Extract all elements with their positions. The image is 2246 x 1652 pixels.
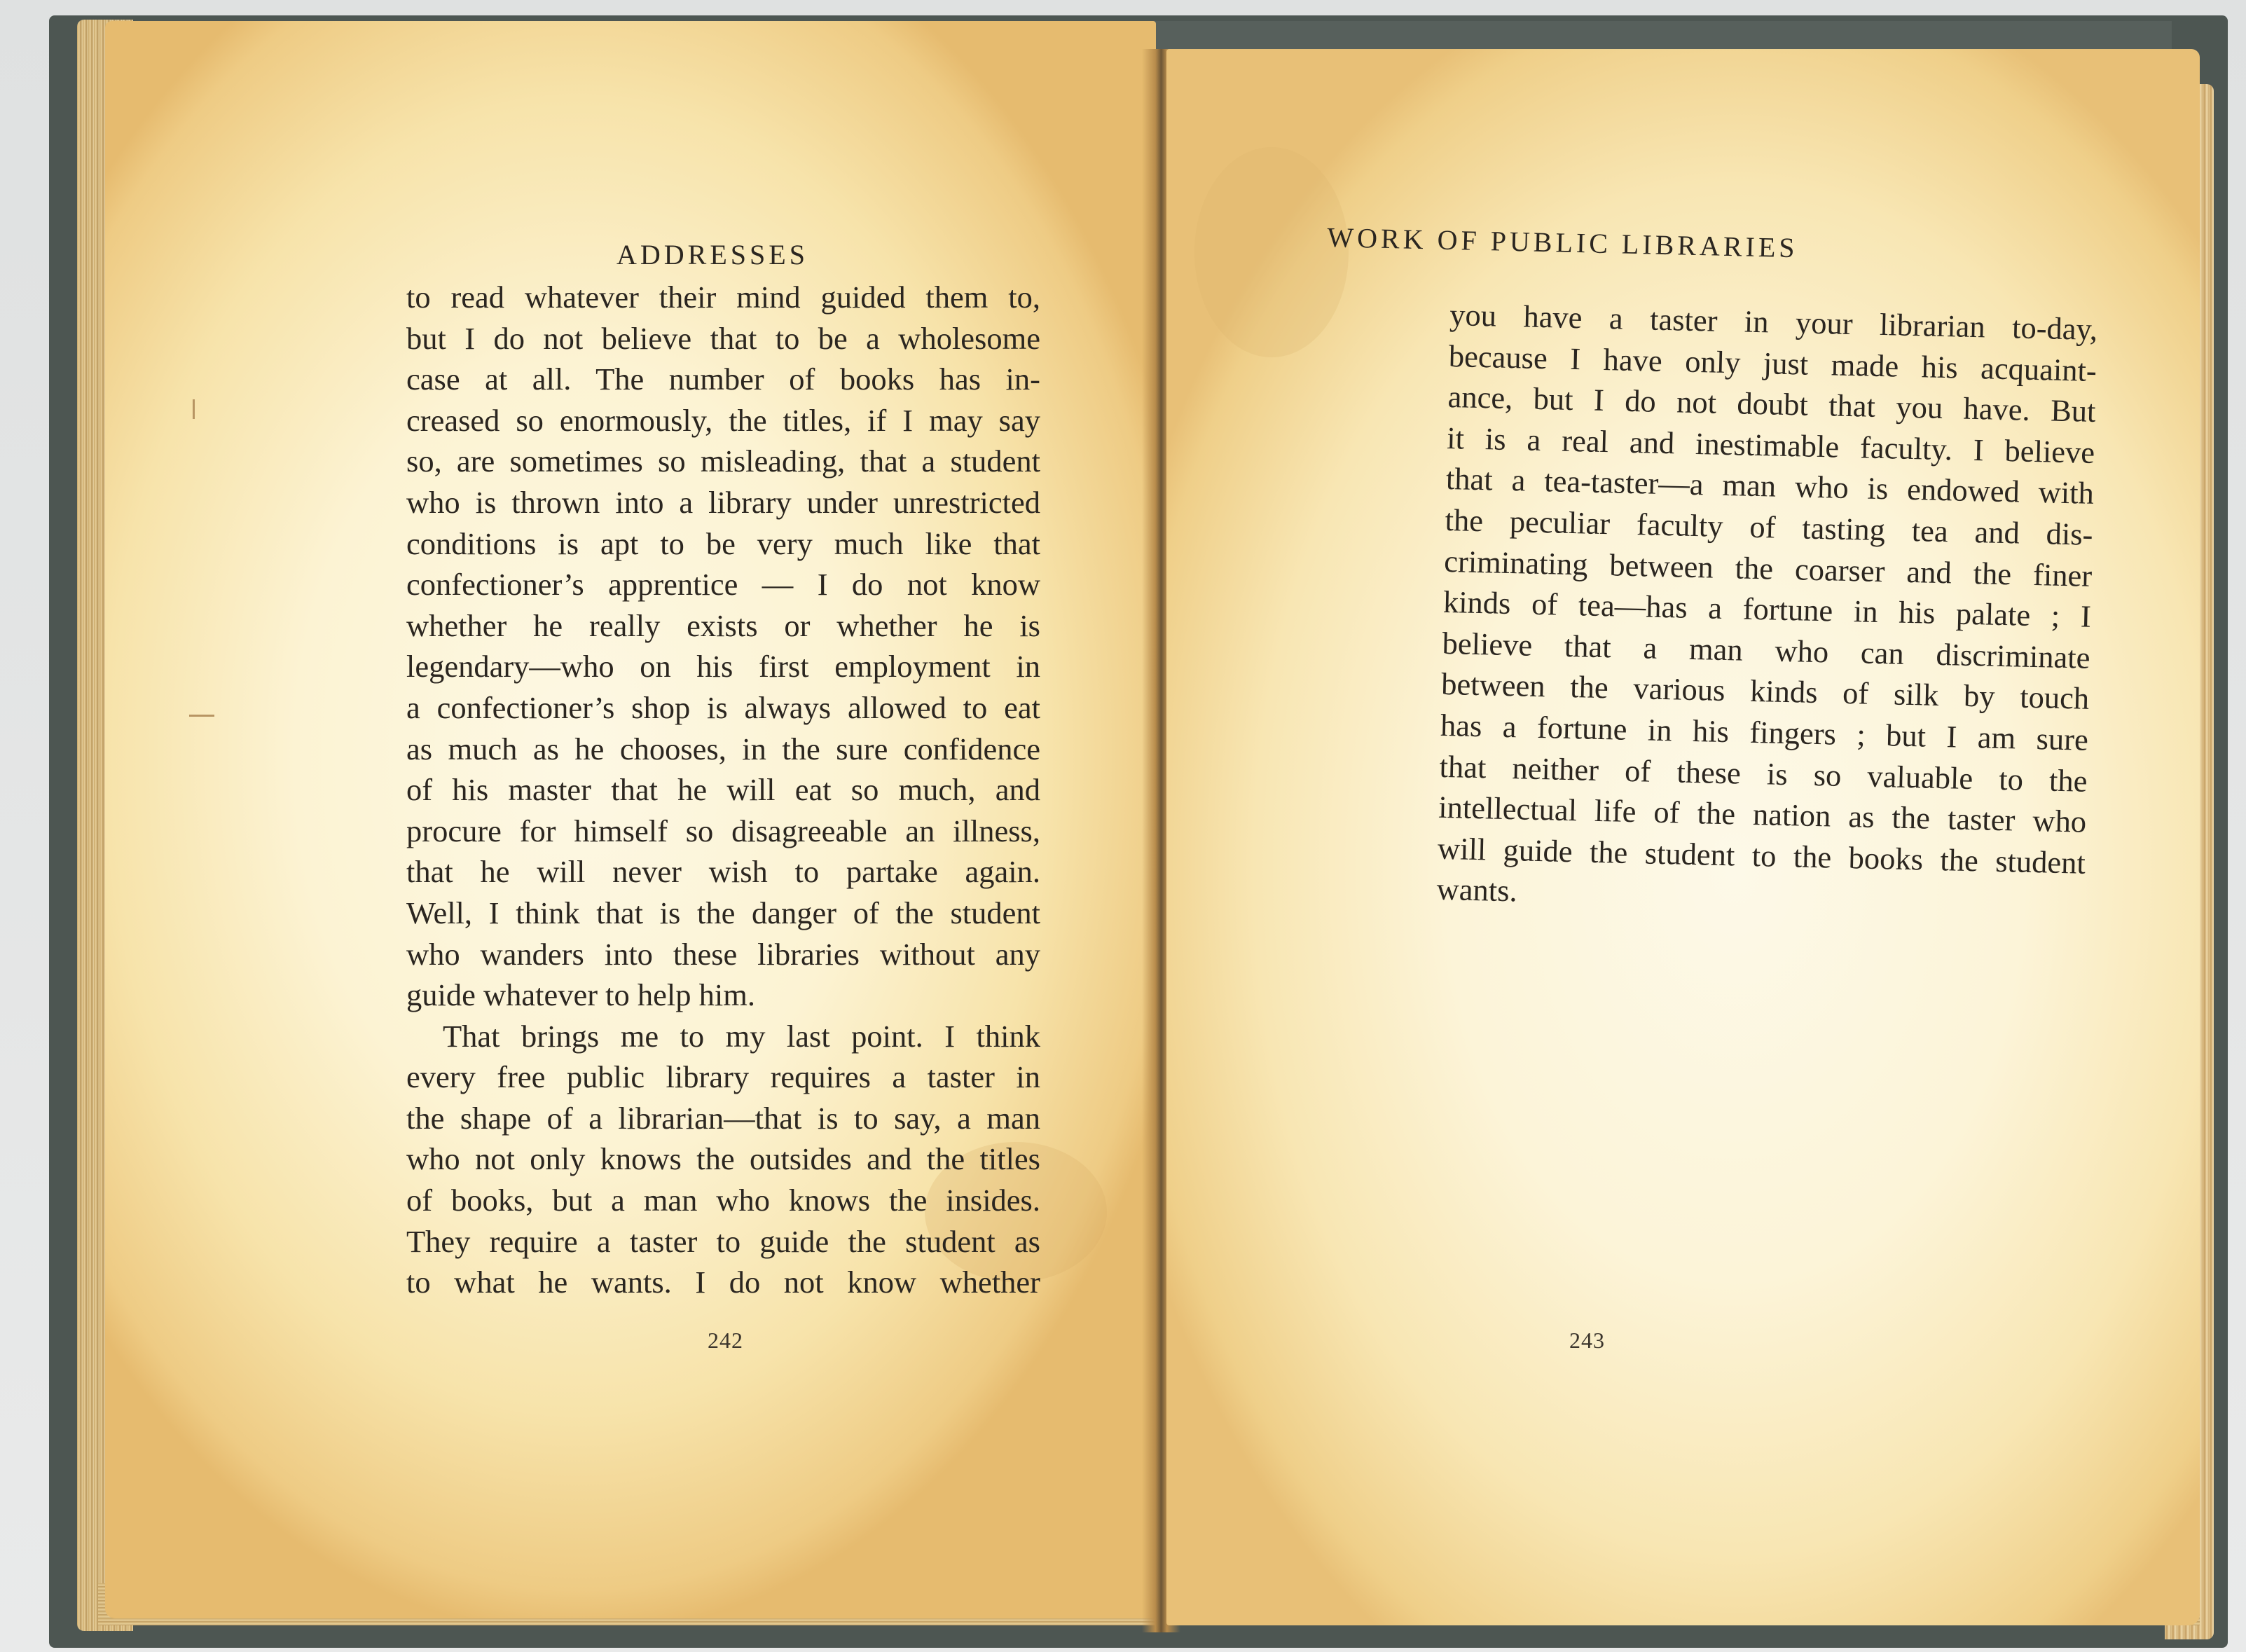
left-page (105, 21, 1156, 1618)
text-line: the shape of a librarian—that is to say, a man (406, 1100, 1040, 1136)
text-line: has a fortune in his fingers ; but I am sure (1440, 707, 2089, 757)
text-line: believe that a man who can discriminate (1442, 625, 2091, 675)
text-line: intellectual life of the nation as the taster who (1438, 789, 2087, 839)
text-line: legendary—who on his first employment in (406, 649, 1040, 684)
text-line: because I have only just made his acquaint- (1448, 338, 2097, 388)
text-line: creased so enormously, the titles, if I may say (406, 402, 1040, 438)
text-line: confectioner’s apprentice — I do not know (406, 567, 1040, 603)
running-head: WORK OF PUBLIC LIBRARIES (1326, 221, 1799, 264)
text-line: who not only knows the outsides and the titles (406, 1141, 1040, 1177)
text-line: of his master that he will eat so much, and (406, 772, 1040, 808)
text-line: case at all. The number of books has in- (406, 362, 1040, 397)
text-line: between the various kinds of silk by touch (1440, 666, 2090, 717)
text-line: Well, I think that is the danger of the student (406, 895, 1040, 930)
text-line: to read whatever their mind guided them to, (406, 280, 1040, 315)
text-line: who wanders into these libraries without any (406, 936, 1040, 972)
text-line: that a tea-taster—a man who is endowed with (1445, 461, 2095, 511)
text-line: to what he wants. I do not know whether (406, 1265, 1040, 1300)
text-line: it is a real and inestimable faculty. I believe (1446, 420, 2095, 470)
page-number: 243 (1569, 1328, 1605, 1353)
right-page (1166, 49, 2200, 1625)
text-line: that he will never wish to partake again. (406, 854, 1040, 890)
text-line: wants. (1436, 872, 1518, 909)
page-number: 242 (708, 1328, 743, 1353)
margin-mark (189, 715, 214, 717)
text-line: ance, but I do not doubt that you have. But (1447, 379, 2097, 429)
text-line: will guide the student to the books the student (1437, 830, 2086, 881)
text-line: procure for himself so disagreeable an illness, (406, 813, 1040, 848)
text-line: but I do not believe that to be a wholesome (406, 320, 1040, 356)
text-line: conditions is apt to be very much like that (406, 525, 1040, 561)
text-line: kinds of tea—has a fortune in his palate ; I (1442, 584, 2092, 635)
text-line: so, are sometimes so misleading, that a student (406, 443, 1040, 479)
text-line: a confectioner’s shop is always allowed to eat (406, 689, 1040, 725)
text-line: whether he really exists or whether he is (406, 607, 1040, 643)
text-line: criminating between the coarser and the finer (1443, 543, 2093, 593)
body-text (406, 277, 1040, 1303)
text-line: the peculiar faculty of tasting tea and dis- (1445, 502, 2094, 552)
text-line: that neither of these is so valuable to the (1439, 748, 2088, 799)
text-line: you have a taster in your librarian to-day, (1449, 296, 2098, 347)
body-text (1436, 294, 2098, 925)
text-line: guide whatever to help him. (406, 977, 756, 1013)
text-line: as much as he chooses, in the sure confidence (406, 731, 1040, 766)
text-line: They require a taster to guide the student as (406, 1223, 1040, 1259)
text-line: who is thrown into a library under unrestricted (406, 484, 1040, 520)
text-line: every free public library requires a taster in (406, 1059, 1040, 1095)
text-line: That brings me to my last point. I think (443, 1018, 1040, 1054)
paper-stain (1194, 147, 1349, 357)
text-line: of books, but a man who knows the insides. (406, 1183, 1040, 1218)
running-head: ADDRESSES (616, 239, 808, 270)
margin-mark (193, 399, 195, 419)
